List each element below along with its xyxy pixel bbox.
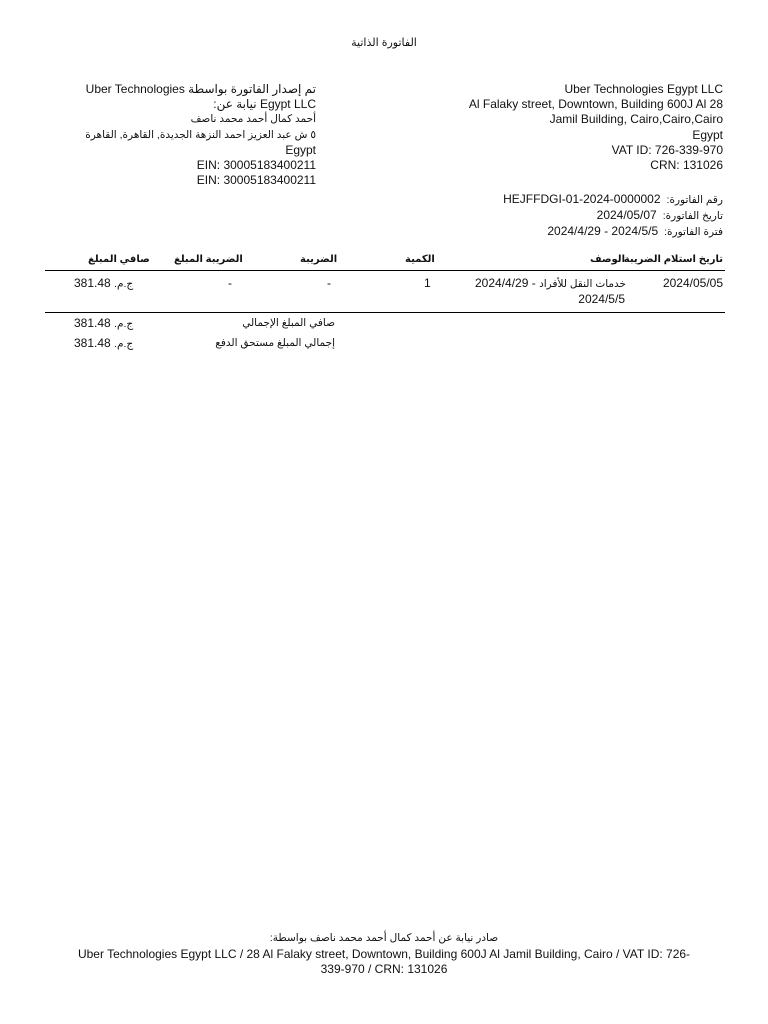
- row-tax: -: [327, 276, 331, 290]
- company-crn: CRN: 131026: [650, 158, 723, 173]
- invoice-number-label: رقم الفاتورة:: [666, 194, 723, 206]
- invoice-period-row: [503, 224, 723, 240]
- company-block: [393, 82, 723, 173]
- invoice-meta: [503, 192, 723, 241]
- row-description: [475, 276, 625, 307]
- invoice-number: HEJFFDGI-01-2024-0000002: [503, 192, 661, 206]
- row-tax-receipt-date: 2024/05/05: [662, 276, 723, 290]
- header-description: الوصف: [589, 254, 625, 265]
- issuer-country: Egypt: [285, 142, 316, 157]
- footer-issued-on-behalf: صادر نيابة عن أحمد كمال أحمد محمد ناصف بواسطة:: [269, 932, 499, 944]
- company-vat: VAT ID: 726-339-970: [611, 142, 723, 157]
- row-description-dates-2: 2024/5/5: [578, 292, 625, 307]
- header-tax-amount: الضريبة المبلغ: [174, 254, 243, 265]
- table-bottom-rule: [45, 312, 725, 313]
- invoice-date-row: [503, 208, 723, 224]
- header-net-amount: صافي المبلغ: [88, 254, 150, 265]
- customer-address: ٥ ش عبد العزيز احمد النزهة الجديدة, القاهرة, القاهرة: [85, 128, 316, 141]
- footer-company-line: Uber Technologies Egypt LLC / 28 Al Falaky street, Downtown, Building 600J Al Jamil Building, Cairo / VAT ID: 726-339-970 / CRN: 131026: [77, 947, 691, 977]
- customer-name: أحمد كمال أحمد محمد ناصف: [190, 113, 316, 126]
- invoice-date-label: تاريخ الفاتورة:: [662, 210, 723, 223]
- header-quantity: الكمية: [405, 254, 435, 265]
- row-quantity: 1: [424, 276, 431, 290]
- row-net-amount: 381.48: [74, 276, 111, 290]
- invoice-number-row: [503, 192, 723, 208]
- total-net-currency: ج.م.: [114, 318, 134, 330]
- document-title: الفاتورة الذاتية: [351, 37, 417, 49]
- company-name: Uber Technologies Egypt LLC: [564, 82, 723, 96]
- company-country: Egypt: [692, 127, 723, 142]
- total-due-label: إجمالي المبلغ مستحق الدفع: [215, 337, 335, 349]
- total-net-cell: [74, 316, 133, 330]
- row-description-line1: [475, 276, 625, 292]
- issuer-ein-2: EIN: 30005183400211: [196, 173, 316, 188]
- total-net-label: صافي المبلغ الإجمالي: [242, 317, 335, 329]
- table-header-rule: [45, 270, 725, 271]
- issuer-block: [60, 82, 316, 188]
- header-tax-receipt-date: تاريخ استلام الضريبة: [623, 254, 723, 265]
- total-due-currency: ج.م.: [114, 338, 134, 350]
- total-due-value: 381.48: [74, 336, 111, 350]
- invoice-date: 2024/05/07: [596, 208, 657, 223]
- company-address-line2: Jamil Building, Cairo,Cairo,Cairo: [549, 112, 723, 127]
- invoice-period-label: فترة الفاتورة:: [664, 226, 723, 239]
- row-description-text: خدمات النقل للأفراد: [539, 278, 627, 290]
- header-tax: الضريبة: [300, 254, 338, 265]
- row-net-amount-cell: [74, 276, 133, 290]
- row-currency: ج.م.: [114, 278, 134, 290]
- total-net-value: 381.48: [74, 316, 111, 330]
- issued-by-text: تم إصدار الفاتورة بواسطة Uber Technologies Egypt LLC نيابة عن:: [85, 82, 316, 112]
- company-address-line1: Al Falaky street, Downtown, Building 600J Al 28: [468, 97, 723, 112]
- invoice-period: 2024/4/29 - 2024/5/5: [547, 224, 659, 239]
- row-description-dates-1: 2024/4/29 -: [475, 276, 536, 290]
- total-due-cell: [74, 336, 133, 350]
- issuer-ein-1: EIN: 30005183400211: [196, 158, 316, 173]
- row-tax-amount: -: [228, 276, 232, 290]
